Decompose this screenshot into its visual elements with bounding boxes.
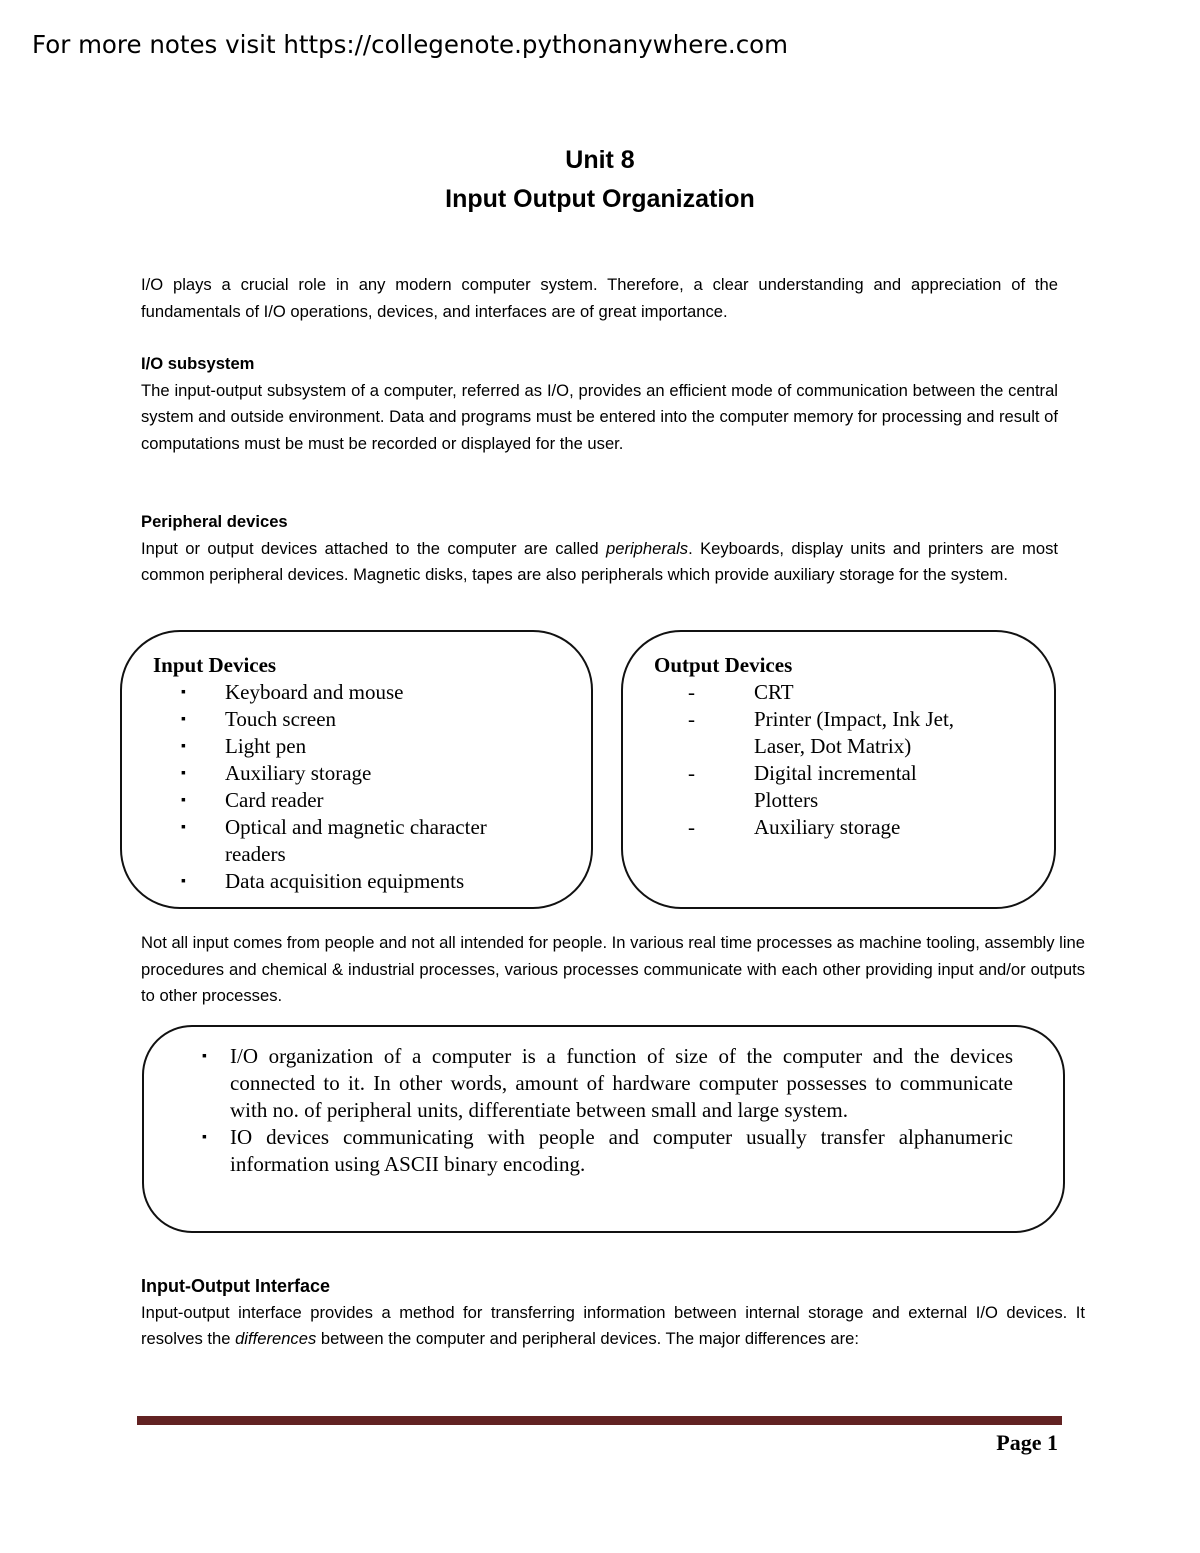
text: Input-output interface provides a method for transferring information between internal storage and external I/O devices. It resolves the (141, 1302, 1085, 1348)
footer-divider (137, 1416, 1062, 1425)
list-item-text: Auxiliary storage (225, 761, 372, 785)
peripherals-section (141, 509, 1058, 589)
list-item (153, 733, 533, 760)
peripherals-text (141, 536, 1058, 589)
bullet-icon: - (688, 680, 695, 704)
list-item-text: Optical and magnetic character readers (225, 815, 487, 866)
bullet-icon: ▪ (181, 739, 186, 754)
io-subsystem-text: The input-output subsystem of a computer, referred as I/O, provides an efficient mode of communication between the central system and outside environment. Data and programs must be entered into the computer memory for processing and result of computations must be must be recorded or displayed for the user. (141, 380, 1058, 453)
list-item (654, 706, 984, 760)
list-item-text: Auxiliary storage (754, 815, 901, 839)
unit-number: Unit 8 (565, 146, 635, 174)
list-item-text: Touch screen (225, 707, 337, 731)
list-item-text: Digital incremental Plotters (754, 761, 917, 812)
list-item (153, 760, 533, 787)
list-item (202, 1043, 1013, 1124)
term-differences: differences (235, 1329, 317, 1348)
list-item (153, 679, 533, 706)
text: Input or output devices attached to the computer are called (141, 538, 606, 558)
output-devices-heading: Output Devices (654, 653, 793, 677)
list-item-text: CRT (754, 680, 794, 704)
page-title: Input Output Organization (445, 185, 755, 213)
list-item-text: Keyboard and mouse (225, 680, 404, 704)
io-organization-note-box (142, 1025, 1065, 1233)
list-item (654, 760, 984, 814)
output-devices-box (621, 630, 1056, 909)
list-item (153, 787, 533, 814)
list-item-text: Printer (Impact, Ink Jet, Laser, Dot Matrix) (754, 707, 955, 758)
bullet-icon: ▪ (202, 1130, 207, 1145)
list-item (153, 706, 533, 733)
text: between the computer and peripheral devices. The major differences are: (316, 1329, 859, 1348)
list-item-text: Data acquisition equipments (225, 869, 465, 893)
bullet-icon: - (688, 761, 695, 785)
page-number: Page 1 (996, 1430, 1058, 1455)
bullet-icon: ▪ (181, 712, 186, 727)
bullet-icon: ▪ (181, 685, 186, 700)
list-item-text: I/O organization of a computer is a function of size of the computer and the devices connected to it. In other words, amount of hardware computer possesses to communicate with no. of peripheral units, differentiate between small and large system. (230, 1044, 1013, 1122)
list-item (654, 679, 984, 706)
text: . Keyboards, display units and printers are most common peripheral devices. Magnetic disks, tapes are also peripherals which provide auxiliary storage for the system. (141, 538, 1058, 584)
bullet-icon: ▪ (181, 793, 186, 808)
io-interface-heading: Input-Output Interface (141, 1276, 330, 1296)
io-interface-text (141, 1300, 1085, 1353)
io-interface-section (141, 1273, 1085, 1353)
list-item-text: Card reader (225, 788, 324, 812)
not-all-paragraph: Not all input comes from people and not all intended for people. In various real time processes as machine tooling, assembly line procedures and chemical & industrial processes, various processes communicate with each other providing input and/or outputs to other processes. (141, 933, 1085, 1005)
list-item-text: Light pen (225, 734, 307, 758)
website-banner: For more notes visit https://collegenote.pythonanywhere.com (32, 30, 789, 59)
list-item (153, 814, 533, 868)
input-devices-heading: Input Devices (153, 653, 277, 677)
bullet-icon: ▪ (202, 1049, 207, 1064)
input-devices-list (153, 679, 533, 895)
bullet-icon: ▪ (181, 820, 186, 835)
output-devices-list (654, 679, 984, 841)
list-item-text: IO devices communicating with people and computer usually transfer alphanumeric information using ASCII binary encoding. (230, 1125, 1013, 1176)
bullet-icon: - (688, 815, 695, 839)
list-item (202, 1124, 1013, 1178)
bullet-icon: ▪ (181, 766, 186, 781)
term-peripherals: peripherals (605, 538, 689, 558)
intro-paragraph: I/O plays a crucial role in any modern computer system. Therefore, a clear understanding and appreciation of the fundamentals of I/O operations, devices, and interfaces are of great importance. (141, 275, 1058, 321)
list-item (153, 868, 533, 895)
input-devices-box (120, 630, 593, 909)
peripherals-heading: Peripheral devices (141, 512, 288, 531)
list-item (654, 814, 984, 841)
bullet-icon: ▪ (181, 874, 186, 889)
bullet-icon: - (688, 707, 695, 731)
io-subsystem-section (141, 351, 1058, 457)
note-list (202, 1043, 1013, 1178)
io-subsystem-heading: I/O subsystem (141, 354, 255, 373)
